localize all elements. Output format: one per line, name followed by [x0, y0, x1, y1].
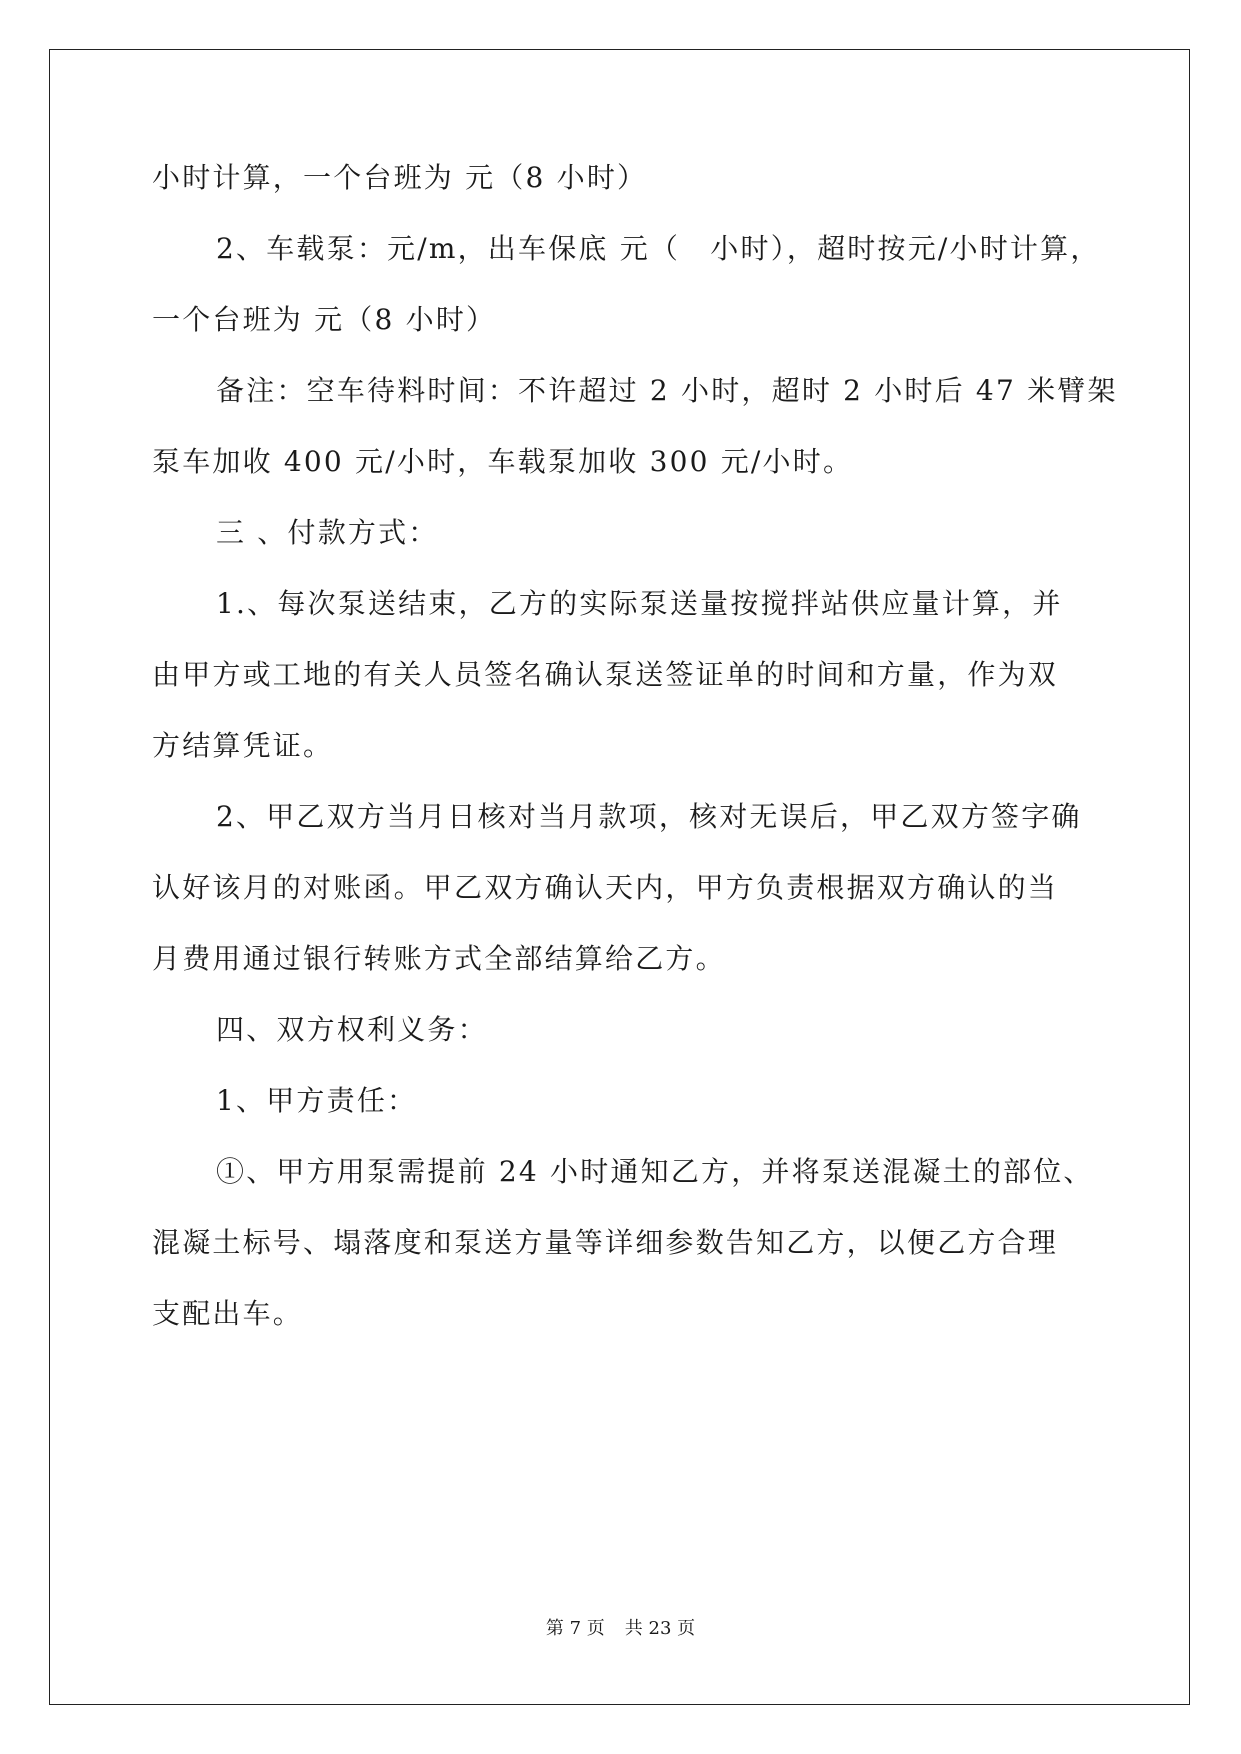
text-line: 备注：空车待料时间：不许超过 2 小时，超时 2 小时后 47 米臂架	[216, 374, 1118, 407]
text-line: 一个台班为 元（8 小时）	[152, 303, 497, 336]
page-footer	[0, 1617, 1241, 1641]
page-number: 第 7 页	[545, 1618, 605, 1639]
subsection-heading: 1、甲方责任：	[216, 1084, 418, 1117]
text-line: 2、甲乙双方当月日核对当月款项，核对无误后，甲乙双方签字确	[216, 800, 1082, 833]
text-line: 混凝土标号、塌落度和泵送方量等详细参数告知乙方，以便乙方合理	[152, 1226, 1059, 1259]
text-line: 支配出车。	[152, 1297, 304, 1330]
text-line: 由甲方或工地的有关人员签名确认泵送签证单的时间和方量，作为双	[152, 658, 1059, 691]
text-line: ①、甲方用泵需提前 24 小时通知乙方，并将泵送混凝土的部位、	[216, 1155, 1094, 1188]
text-line: 2、车载泵：元/m，出车保底 元（ 小时），超时按元/小时计算，	[216, 232, 1101, 265]
text-line: 1.、每次泵送结束，乙方的实际泵送量按搅拌站供应量计算，并	[216, 587, 1063, 620]
text-line: 认好该月的对账函。甲乙双方确认天内，甲方负责根据双方确认的当	[152, 871, 1059, 904]
section-heading: 三 、付款方式：	[216, 516, 439, 549]
text-line: 月费用通过银行转账方式全部结算给乙方。	[152, 942, 726, 975]
page-total: 共 23 页	[624, 1618, 696, 1639]
section-heading: 四、双方权利义务：	[216, 1013, 488, 1046]
text-line: 小时计算，一个台班为 元（8 小时）	[152, 161, 648, 194]
text-line: 泵车加收 400 元/小时，车载泵加收 300 元/小时。	[152, 445, 854, 478]
text-line: 方结算凭证。	[152, 729, 334, 762]
